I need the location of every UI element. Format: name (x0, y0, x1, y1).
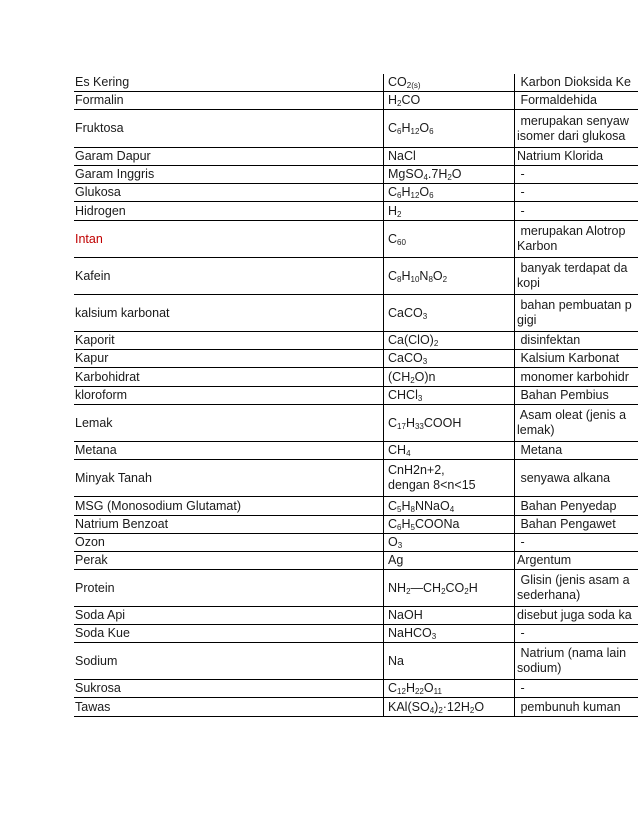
table-row (74, 368, 638, 387)
compound-name-cell: Hidrogen (74, 202, 384, 221)
description-line: pembunuh kuman (517, 699, 621, 714)
description-line: - (517, 535, 525, 549)
table-row (74, 92, 638, 110)
table-row (74, 698, 638, 717)
formula-text: KAl(SO (388, 699, 430, 714)
table-row (74, 387, 638, 405)
compound-name-cell: Perak (74, 552, 384, 570)
formula-line: dengan 8<n<15 (388, 478, 476, 492)
formula-text: H (401, 498, 411, 513)
compound-name-cell: Formalin (74, 92, 384, 110)
compound-name-cell: Ozon (74, 534, 384, 552)
table-row (74, 110, 638, 148)
compound-name-cell: Fruktosa (74, 110, 384, 148)
formula-text: C (388, 121, 398, 135)
description-line: kopi (517, 276, 540, 290)
table-row (74, 460, 638, 497)
formula-subscript: 3 (422, 357, 428, 366)
description-cell (515, 258, 638, 295)
table-row (74, 148, 638, 166)
compound-name-cell: Intan (74, 221, 384, 258)
formula-cell (384, 442, 515, 460)
table-row (74, 497, 638, 516)
description-line: - (517, 203, 525, 218)
formula-cell (384, 92, 515, 110)
formula-text: CO (445, 580, 465, 595)
formula-text: COOH (423, 415, 462, 430)
formula-text: NH (388, 580, 407, 595)
formula-cell (384, 350, 515, 368)
compound-name-cell: Lemak (74, 405, 384, 442)
description-cell (515, 460, 638, 497)
compound-name-cell: MSG (Monosodium Glutamat) (74, 497, 384, 516)
description-cell (515, 442, 638, 460)
description-line: Karbon (517, 239, 558, 253)
table-row (74, 258, 638, 295)
table-row (74, 202, 638, 221)
table-row (74, 332, 638, 350)
description-cell (515, 625, 638, 643)
formula-subscript: 3 (422, 311, 428, 321)
table-row (74, 295, 638, 332)
formula-subscript: 2 (433, 339, 439, 348)
formula-subscript: 60 (397, 237, 406, 247)
formula-subscript: 2 (406, 586, 411, 596)
formula-text: .7H (427, 167, 448, 181)
description-cell (515, 552, 638, 570)
formula-text: COONa (414, 517, 460, 531)
description-cell (515, 148, 638, 166)
description-line: Formaldehida (517, 93, 597, 107)
description-line: monomer karbohidr (517, 369, 629, 384)
formula-text: O (474, 699, 485, 714)
description-cell (515, 516, 638, 534)
description-line: Natrium (nama lain (517, 646, 627, 660)
compound-name-cell: Kaporit (74, 332, 384, 350)
compound-name-cell: Tawas (74, 698, 384, 717)
formula-text: CO (388, 75, 407, 89)
formula-text: Ca(ClO) (388, 333, 434, 347)
table-row (74, 625, 638, 643)
description-cell (515, 295, 638, 332)
description-cell (515, 202, 638, 221)
formula-cell (384, 368, 515, 387)
formula-line: CnH2n+2, (388, 463, 445, 477)
table-row (74, 607, 638, 625)
description-cell (515, 350, 638, 368)
description-line: lemak) (517, 423, 555, 437)
formula-text: H (401, 268, 411, 283)
formula-text: NNaO (414, 498, 450, 513)
description-cell (515, 74, 638, 92)
formula-text: Na (388, 653, 404, 668)
formula-text: H (388, 203, 398, 218)
formula-text: H (388, 93, 398, 107)
table-row (74, 534, 638, 552)
formula-subscript: 17 (397, 421, 406, 431)
formula-cell (384, 148, 515, 166)
formula-text: H (401, 121, 411, 135)
formula-subscript: 2 (410, 375, 415, 385)
formula-text: NaOH (388, 608, 423, 622)
formula-text: O (419, 185, 430, 199)
description-line: Argentum (517, 553, 572, 567)
description-line: Bahan Penyedap (517, 498, 617, 513)
formula-subscript: 8 (397, 274, 402, 284)
description-line: disebut juga soda ka (517, 608, 632, 622)
table-row (74, 516, 638, 534)
table-row (74, 643, 638, 680)
table-row (74, 166, 638, 184)
formula-cell (384, 607, 515, 625)
table-row (74, 552, 638, 570)
compound-name-cell: Sukrosa (74, 680, 384, 698)
formula-text: NaHCO (388, 626, 432, 640)
formula-subscript: 3 (417, 394, 423, 403)
description-line: sederhana) (517, 588, 581, 602)
formula-text: MgSO (388, 167, 424, 181)
formula-subscript: 5 (410, 523, 415, 532)
description-cell (515, 184, 638, 202)
formula-subscript: 2(s) (406, 81, 421, 90)
formula-subscript: 2 (469, 705, 475, 715)
formula-subscript: 6 (397, 127, 402, 136)
formula-subscript: 2 (464, 586, 469, 596)
compound-name-cell: Soda Api (74, 607, 384, 625)
description-cell (515, 368, 638, 387)
formula-cell (384, 552, 515, 570)
table-row (74, 74, 638, 92)
compound-name-cell: Sodium (74, 643, 384, 680)
formula-cell (384, 295, 515, 332)
description-cell (515, 643, 638, 680)
table-row (74, 680, 638, 698)
description-cell (515, 698, 638, 717)
formula-text: C (388, 681, 398, 695)
formula-subscript: 12 (410, 191, 420, 200)
description-cell (515, 387, 638, 405)
formula-text: C (388, 268, 398, 283)
formula-subscript: 6 (397, 191, 402, 200)
description-line: disinfektan (517, 333, 581, 347)
compound-name-cell: Soda Kue (74, 625, 384, 643)
formula-text: (CH (388, 369, 411, 384)
description-line: Glisin (jenis asam a (517, 573, 630, 587)
description-line: Metana (517, 443, 563, 457)
formula-subscript: 2 (397, 209, 402, 219)
description-cell (515, 166, 638, 184)
formula-text: H (401, 517, 411, 531)
formula-subscript: 2 (442, 274, 448, 284)
formula-cell (384, 643, 515, 680)
table-row (74, 570, 638, 607)
compound-name-cell: Kapur (74, 350, 384, 368)
description-line: Kalsium Karbonat (517, 351, 620, 365)
formula-subscript: 4 (423, 173, 428, 182)
formula-text: C (388, 517, 398, 531)
formula-subscript: 3 (431, 632, 437, 641)
description-line: merupakan Alotrop (517, 224, 626, 238)
description-line: - (517, 167, 525, 181)
formula-text: ·12H (442, 699, 470, 714)
formula-subscript: 8 (410, 504, 415, 514)
formula-text: O (419, 121, 430, 135)
formula-subscript: 2 (438, 705, 443, 715)
table-row (74, 184, 638, 202)
description-line: bahan pembuatan p (517, 298, 632, 312)
description-line: sodium) (517, 661, 562, 675)
formula-cell (384, 184, 515, 202)
formula-subscript: 6 (429, 127, 434, 136)
compound-name-cell: Es Kering (74, 74, 384, 92)
table-body (74, 74, 638, 717)
formula-subscript: 4 (406, 449, 411, 458)
formula-text: C (388, 231, 398, 246)
formula-text: NaCl (388, 149, 416, 163)
compound-name-cell: kalsium karbonat (74, 295, 384, 332)
formula-subscript: 2 (441, 586, 446, 596)
description-cell (515, 92, 638, 110)
formula-text: CaCO (388, 351, 423, 365)
compound-name-cell: kloroform (74, 387, 384, 405)
formula-text: H (468, 580, 478, 595)
formula-cell (384, 332, 515, 350)
description-line: Karbon Dioksida Ke (517, 75, 631, 89)
formula-text: C (388, 415, 398, 430)
formula-text: N (419, 268, 429, 283)
formula-cell (384, 74, 515, 92)
description-line: Natrium Klorida (517, 149, 604, 163)
compound-name-cell: Garam Dapur (74, 148, 384, 166)
description-line: - (517, 681, 525, 695)
formula-text: CaCO (388, 305, 423, 320)
description-cell (515, 607, 638, 625)
table-row (74, 221, 638, 258)
formula-cell (384, 110, 515, 148)
description-line: isomer dari glukosa (517, 128, 626, 143)
table-row (74, 405, 638, 442)
formula-text: CHCl (388, 388, 418, 402)
compound-name-cell: Karbohidrat (74, 368, 384, 387)
formula-text: Ag (388, 553, 404, 567)
formula-subscript: 2 (447, 173, 452, 182)
description-line: merupakan senyaw (517, 113, 629, 128)
description-line: - (517, 626, 525, 640)
description-cell (515, 497, 638, 516)
formula-cell (384, 625, 515, 643)
formula-cell (384, 534, 515, 552)
formula-cell (384, 570, 515, 607)
spreadsheet-table (74, 74, 638, 717)
formula-subscript: 6 (429, 191, 434, 200)
formula-text: H (405, 415, 415, 430)
formula-cell (384, 698, 515, 717)
compound-name-cell: Protein (74, 570, 384, 607)
description-line: - (517, 185, 525, 199)
description-cell (515, 534, 638, 552)
formula-cell (384, 258, 515, 295)
description-line: Asam oleat (jenis a (517, 408, 627, 422)
formula-text: O)n (414, 369, 436, 384)
formula-subscript: 6 (397, 523, 402, 532)
formula-text: —CH (410, 580, 442, 595)
compound-name-cell: Metana (74, 442, 384, 460)
formula-cell (384, 221, 515, 258)
description-line: senyawa alkana (517, 470, 611, 485)
formula-subscript: 22 (414, 687, 424, 696)
compound-name-cell: Minyak Tanah (74, 460, 384, 497)
formula-text: H (405, 681, 415, 695)
compound-name-cell: Garam Inggris (74, 166, 384, 184)
formula-subscript: 8 (428, 274, 433, 284)
compound-name-cell: Glukosa (74, 184, 384, 202)
description-line: gigi (517, 313, 537, 327)
formula-subscript: 11 (433, 687, 442, 696)
formula-subscript: 5 (397, 504, 402, 514)
formula-cell (384, 460, 515, 497)
table-row (74, 350, 638, 368)
table-row (74, 442, 638, 460)
formula-cell (384, 497, 515, 516)
formula-text: H (401, 185, 411, 199)
description-cell (515, 221, 638, 258)
formula-cell (384, 166, 515, 184)
formula-cell (384, 680, 515, 698)
formula-subscript: 3 (397, 541, 403, 550)
description-cell (515, 570, 638, 607)
formula-subscript: 4 (449, 504, 455, 514)
formula-cell (384, 202, 515, 221)
formula-text: O (388, 535, 398, 549)
compound-name-cell: Kafein (74, 258, 384, 295)
formula-text: CH (388, 443, 407, 457)
formula-subscript: 12 (397, 687, 406, 696)
description-line: banyak terdapat da (517, 261, 628, 275)
formula-text: O (451, 167, 462, 181)
formula-text: C (388, 185, 398, 199)
formula-text: CO (401, 93, 421, 107)
description-line: Bahan Pembius (517, 388, 609, 402)
formula-text: O (423, 681, 434, 695)
description-cell (515, 332, 638, 350)
formula-cell (384, 405, 515, 442)
compound-name-cell: Natrium Benzoat (74, 516, 384, 534)
formula-subscript: 33 (414, 421, 424, 431)
description-cell (515, 680, 638, 698)
formula-subscript: 2 (397, 99, 402, 108)
formula-subscript: 10 (410, 274, 420, 284)
formula-subscript: 12 (410, 127, 420, 136)
description-cell (515, 405, 638, 442)
formula-subscript: 4 (429, 705, 435, 715)
formula-text: O (432, 268, 443, 283)
description-cell (515, 110, 638, 148)
formula-text: ) (434, 699, 439, 714)
formula-cell (384, 387, 515, 405)
formula-cell (384, 516, 515, 534)
description-line: Bahan Pengawet (517, 517, 616, 531)
formula-text: C (388, 498, 398, 513)
